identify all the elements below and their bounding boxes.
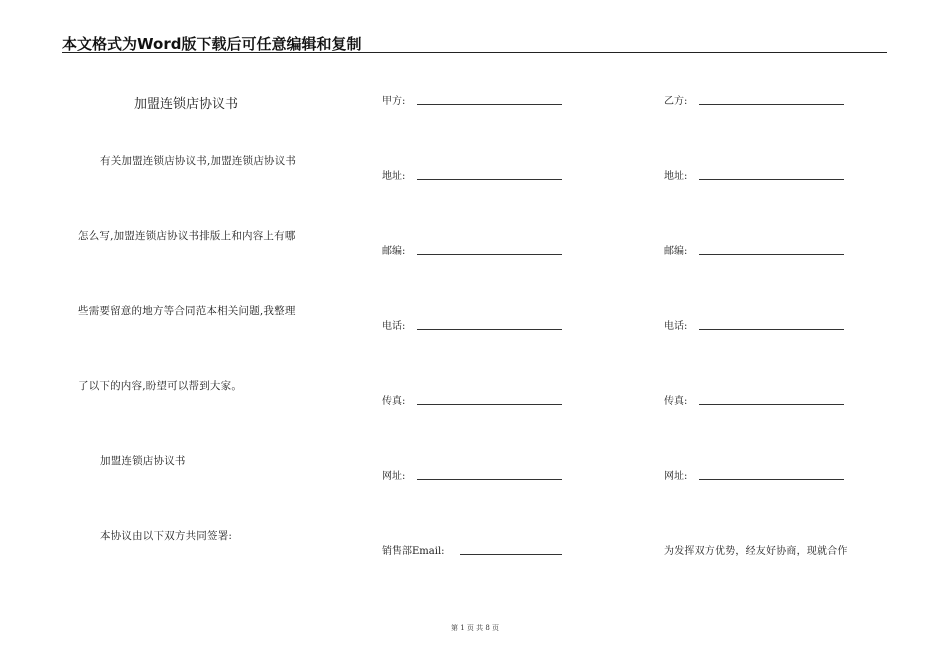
page-number: 第 1 页 共 8 页 (450, 624, 500, 632)
header-divider (62, 52, 887, 53)
field-label: 甲方: (382, 96, 406, 107)
fill-in-line (699, 479, 844, 480)
fill-in-line (417, 179, 562, 180)
field-label: 电话: (382, 321, 406, 332)
section-heading: 加盟连锁店协议书 (100, 455, 186, 467)
party-a-postcode-field (382, 242, 405, 257)
field-label: 传真: (664, 396, 688, 407)
party-a-sales-email-field (382, 542, 445, 557)
closing-paragraph-line: 为发挥双方优势，经友好协商，现就合作 (664, 546, 848, 557)
paragraph-line: 怎么写,加盟连锁店协议书排版上和内容上有哪 (78, 230, 296, 242)
field-label: 邮编: (382, 246, 406, 257)
fill-in-line (417, 254, 562, 255)
field-label: 传真: (382, 396, 406, 407)
field-label: 地址: (382, 171, 406, 182)
party-a-website-field (382, 467, 405, 482)
fill-in-line (417, 479, 562, 480)
party-b-postcode-field (664, 242, 687, 257)
fill-in-line (417, 104, 562, 105)
fill-in-line (417, 404, 562, 405)
party-a-field (382, 92, 405, 107)
field-label: 地址: (664, 171, 688, 182)
fill-in-line (699, 254, 844, 255)
fill-in-line (699, 329, 844, 330)
fill-in-line (460, 554, 562, 555)
paragraph-line: 有关加盟连锁店协议书,加盟连锁店协议书 (100, 155, 297, 167)
paragraph-line: 了以下的内容,盼望可以帮到大家。 (78, 380, 243, 392)
field-label: 销售部Email: (382, 546, 445, 557)
field-label: 电话: (664, 321, 688, 332)
document-title: 加盟连锁店协议书 (134, 97, 239, 112)
field-label: 网址: (664, 471, 688, 482)
header-title: 本文格式为Word版下载后可任意编辑和复制 (62, 35, 362, 53)
party-a-phone-field (382, 317, 405, 332)
field-label: 邮编: (664, 246, 688, 257)
fill-in-line (699, 404, 844, 405)
party-b-website-field (664, 467, 687, 482)
fill-in-line (699, 179, 844, 180)
paragraph-line: 些需要留意的地方等合同范本相关问题,我整理 (78, 305, 296, 317)
party-b-field (664, 92, 687, 107)
field-label: 网址: (382, 471, 406, 482)
fill-in-line (417, 329, 562, 330)
field-label: 乙方: (664, 96, 688, 107)
party-b-address-field (664, 167, 687, 182)
party-b-fax-field (664, 392, 687, 407)
fill-in-line (699, 104, 844, 105)
party-a-address-field (382, 167, 405, 182)
party-a-fax-field (382, 392, 405, 407)
paragraph-line: 本协议由以下双方共同签署: (100, 530, 233, 542)
party-b-phone-field (664, 317, 687, 332)
